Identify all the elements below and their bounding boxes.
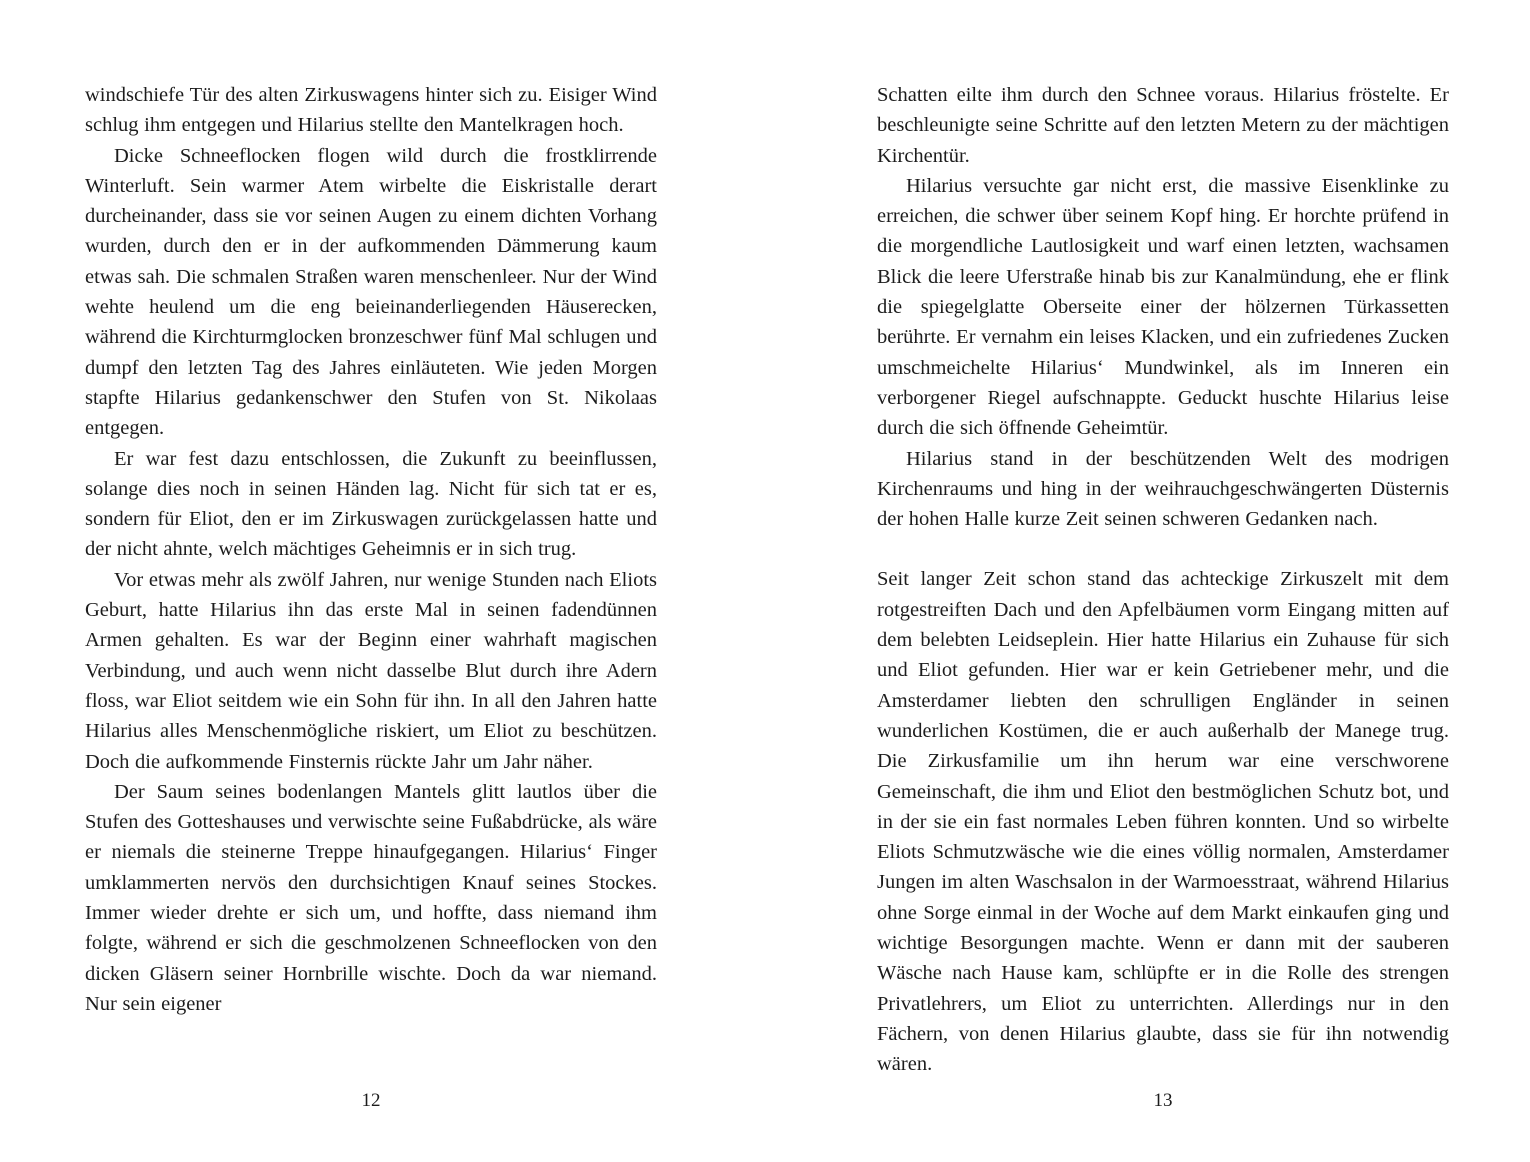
text-block-left	[85, 80, 657, 1019]
body-paragraph: Der Saum seines bodenlangen Mantels glitt lautlos über die Stufen des Gotteshauses und verwischte seine Fußabdrücke, als wäre er niemals die steinerne Treppe hinaufgegangen. Hilarius‘ Finger umklammerten nervös den durchsichtigen Knauf seines Stockes. Immer wieder drehte er sich um, und hoffte, dass niemand ihm folgte, während er sich die geschmolzenen Schneeflocken von den dicken Gläsern seiner Hornbrille wischte. Doch da war niemand. Nur sein eigener	[85, 780, 657, 1015]
body-paragraph: Hilarius versuchte gar nicht erst, die massive Eisenklinke zu erreichen, die schwer über seinem Kopf hing. Er horchte prüfend in die morgendliche Lautlosigkeit und warf einen letzten, wachsamen Blick die leere Uferstraße hinab bis zur Kanalmündung, ehe er flink die spiegelglatte Oberseite einer der hölzernen Türkassetten berührte. Er vernahm ein leises Klacken, und ein zufriedenes Zucken umschmeichelte Hilarius‘ Mundwinkel, als im Inneren ein verborgener Riegel aufschnappte. Geduckt huschte Hilarius leise durch die sich öffnende Geheimtür.	[877, 174, 1449, 440]
page-number-left: 12	[361, 1090, 381, 1111]
body-paragraph: windschiefe Tür des alten Zirkuswagens hinter sich zu. Eisiger Wind schlug ihm entgegen und Hilarius stellte den Mantelkragen hoch.	[85, 84, 657, 137]
body-paragraph: Hilarius stand in der beschützenden Welt des modrigen Kirchenraums und hing in der weihrauchgeschwängerten Düsternis der hohen Halle kurze Zeit seinen schweren Gedanken nach.	[877, 447, 1449, 531]
page-number-right: 13	[1153, 1090, 1173, 1111]
body-paragraph: Er war fest dazu entschlossen, die Zukunft zu beeinflussen, solange dies noch in seinen Händen lag. Nicht für sich tat er es, sondern für Eliot, den er im Zirkuswagen zurückgelassen hatte und der nicht ahnte, welch mächtiges Geheimnis er in sich trug.	[85, 447, 657, 561]
body-paragraph: Dicke Schneeflocken flogen wild durch die frostklirrende Winterluft. Sein warmer Atem wirbelte die Eiskristalle derart durcheinander, dass sie vor seinen Augen zu einem dichten Vorhang wurden, durch den er in der aufkommenden Dämmerung kaum etwas sah. Die schmalen Straßen waren menschenleer. Nur der Wind wehte heulend um die eng beieinanderliegenden Häuserecken, während die Kirchturmglocken bronzeschwer fünf Mal schlugen und dumpf den letzten Tag des Jahres einläuteten. Wie jeden Morgen stapfte Hilarius gedankenschwer den Stufen von St. Nikolaas entgegen.	[85, 144, 657, 440]
body-paragraph: Schatten eilte ihm durch den Schnee voraus. Hilarius fröstelte. Er beschleunigte seine Schritte auf den letzten Metern zu der mächtigen Kirchentür.	[877, 84, 1449, 167]
text-block-right	[877, 80, 1449, 1080]
body-paragraph: Vor etwas mehr als zwölf Jahren, nur wenige Stunden nach Eliots Geburt, hatte Hilarius ihn das erste Mal in seinen fadendünnen Armen gehalten. Es war der Beginn einer wahrhaft magischen Verbindung, und auch wenn nicht dasselbe Blut durch ihre Adern floss, war Eliot seitdem wie ein Sohn für ihn. In all den Jahren hatte Hilarius alles Menschenmögliche riskiert, um Eliot zu beschützen. Doch die aufkommende Finsternis rückte Jahr um Jahr näher.	[85, 568, 657, 773]
page-right	[765, 0, 1530, 1162]
body-paragraph: Seit langer Zeit schon stand das achteckige Zirkuszelt mit dem rotgestreiften Dach und den Apfelbäumen vorm Eingang mitten auf dem belebten Leidseplein. Hier hatte Hilarius ein Zuhause für sich und Eliot gefunden. Hier war er kein Getriebener mehr, und die Amsterdamer liebten den schrulligen Engländer in seinen wunderlichen Kostümen, die er auch außerhalb der Manege trug. Die Zirkusfamilie um ihn herum war eine verschworene Gemeinschaft, die ihm und Eliot den bestmöglichen Schutz bot, und in der sie ein fast normales Leben führen konnten. Und so wirbelte Eliots Schmutzwäsche wie die eines völlig normalen, Amsterdamer Jungen im alten Waschsalon in der Warmoesstraat, während Hilarius ohne Sorge einmal in der Woche auf dem Markt einkaufen ging und wichtige Besorgungen machte. Wenn er dann mit der sauberen Wäsche nach Hause kam, schlüpfte er in die Rolle des strengen Privatlehrers, um Eliot zu unterrichten. Allerdings nur in den Fächern, von denen Hilarius glaubte, dass sie für ihn notwendig wären.	[877, 568, 1449, 1076]
